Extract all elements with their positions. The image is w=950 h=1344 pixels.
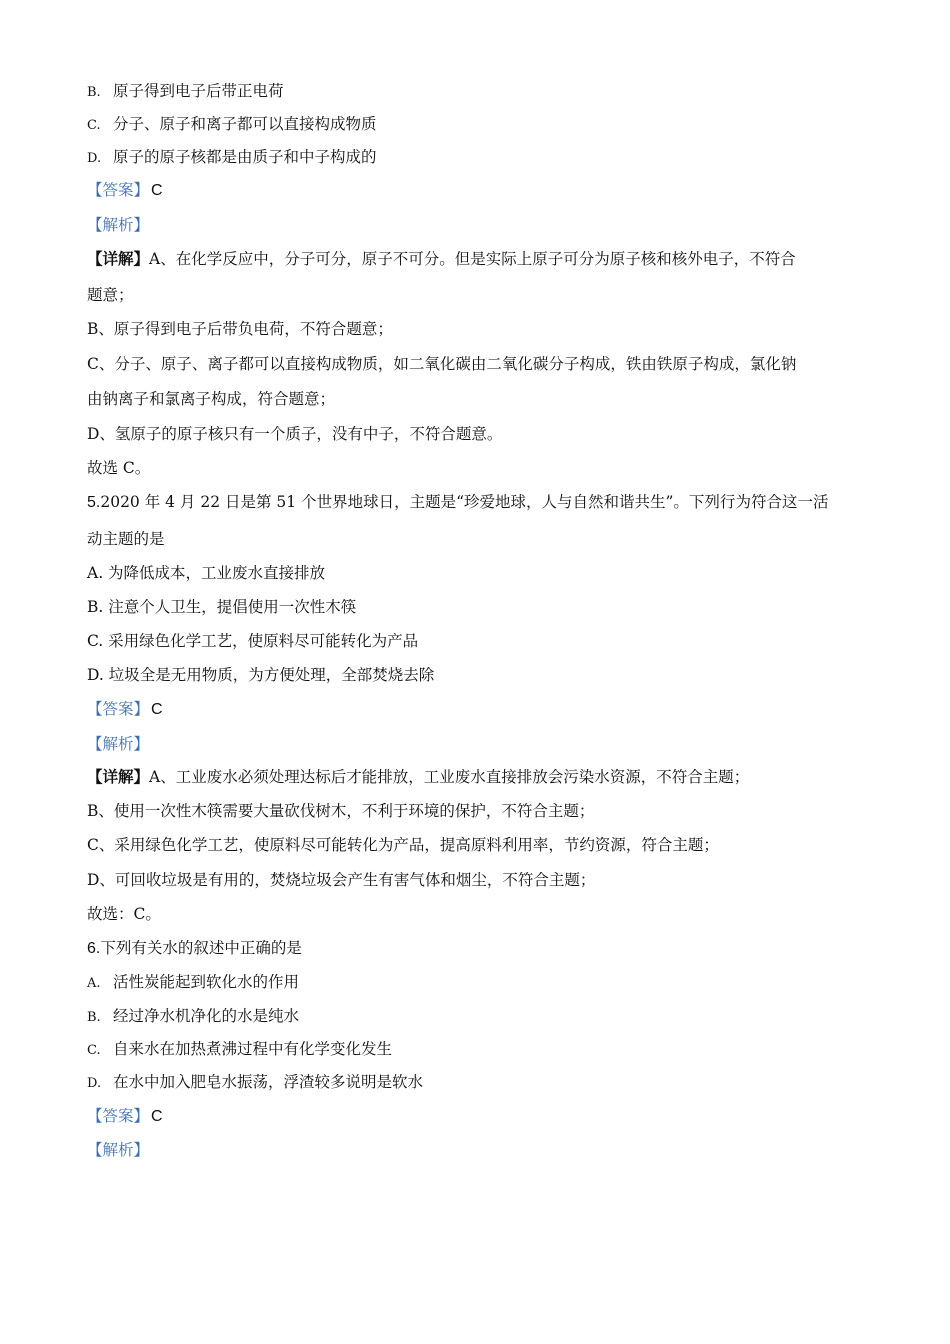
q4-option-c: C. 分子、原子和离子都可以直接构成物质 [87, 115, 377, 133]
q4-answer [87, 180, 163, 201]
q5-stem: 5.2020 年 4 月 22 日是第 51 个世界地球日，主题是“珍爱地球，人与自然和谐共生”。下列行为符合这一活 [87, 493, 829, 511]
q5-detail-line: 故选：C。 [87, 905, 161, 923]
q4-detail-line: C、分子、原子、离子都可以直接构成物质，如二氧化碳由二氧化碳分子构成，铁由铁原子构成，氯化钠 [87, 355, 797, 373]
question-number: 5. [87, 494, 101, 511]
detail-tag: 【详解】 [87, 767, 150, 786]
q5-detail-line: 【详解】A、工业废水必须处理达标后才能排放，工业废水直接排放会污染水资源，不符合主题； [87, 767, 750, 786]
q5-stem-cont: 动主题的是 [87, 530, 165, 548]
q6-option-b: B. 经过净水机净化的水是纯水 [87, 1007, 300, 1025]
q4-option-b: B. 原子得到电子后带正电荷 [87, 82, 284, 100]
q4-detail-line: 由钠离子和氯离子构成，符合题意； [87, 390, 336, 408]
detail-tag: 【详解】 [87, 249, 150, 268]
q6-answer [87, 1106, 163, 1127]
q4-detail-line: D、氢原子的原子核只有一个质子，没有中子，不符合题意。 [87, 425, 503, 443]
answer-tag: 【答案】 [87, 1107, 150, 1125]
q5-option: A. 为降低成本，工业废水直接排放 [87, 564, 326, 582]
q6-stem: 6.下列有关水的叙述中正确的是 [87, 939, 302, 957]
answer-value: C [151, 701, 163, 718]
q6-option-c: C. 自来水在加热煮沸过程中有化学变化发生 [87, 1040, 393, 1058]
q5-option: D. 垃圾全是无用物质，为方便处理，全部焚烧去除 [87, 666, 435, 684]
question-number: 6. [87, 940, 101, 957]
q5-detail-line: B、使用一次性木筷需要大量砍伐树木，不利于环境的保护，不符合主题； [87, 802, 595, 820]
q6-option-d: D. 在水中加入肥皂水振荡，浮渣较多说明是软水 [87, 1073, 424, 1091]
q5-detail-line: C、采用绿色化学工艺，使原料尽可能转化为产品，提高原料利用率，节约资源，符合主题； [87, 836, 719, 854]
q4-detail-line: B、原子得到电子后带负电荷，不符合题意； [87, 320, 393, 338]
q6-option-a: A. 活性炭能起到软化水的作用 [87, 973, 300, 991]
answer-tag: 【答案】 [87, 700, 150, 718]
q4-analysis-tag: 【解析】 [87, 216, 150, 234]
q4-option-d: D. 原子的原子核都是由质子和中子构成的 [87, 148, 377, 166]
q4-detail-line: 题意； [87, 286, 134, 304]
q4-detail-line: 故选 C。 [87, 459, 151, 477]
q5-option: B. 注意个人卫生，提倡使用一次性木筷 [87, 598, 357, 616]
q5-option: C. 采用绿色化学工艺，使原料尽可能转化为产品 [87, 632, 419, 650]
q5-answer [87, 699, 163, 720]
answer-value: C [151, 182, 163, 199]
answer-value: C [151, 1108, 163, 1125]
q5-detail-line: D、可回收垃圾是有用的，焚烧垃圾会产生有害气体和烟尘，不符合主题； [87, 871, 596, 889]
q4-detail-line: 【详解】A、在化学反应中，分子可分，原子不可分。但是实际上原子可分为原子核和核外电子，不符合 [87, 249, 796, 268]
q6-analysis-tag: 【解析】 [87, 1141, 150, 1159]
answer-tag: 【答案】 [87, 181, 150, 199]
q5-analysis-tag: 【解析】 [87, 735, 150, 753]
